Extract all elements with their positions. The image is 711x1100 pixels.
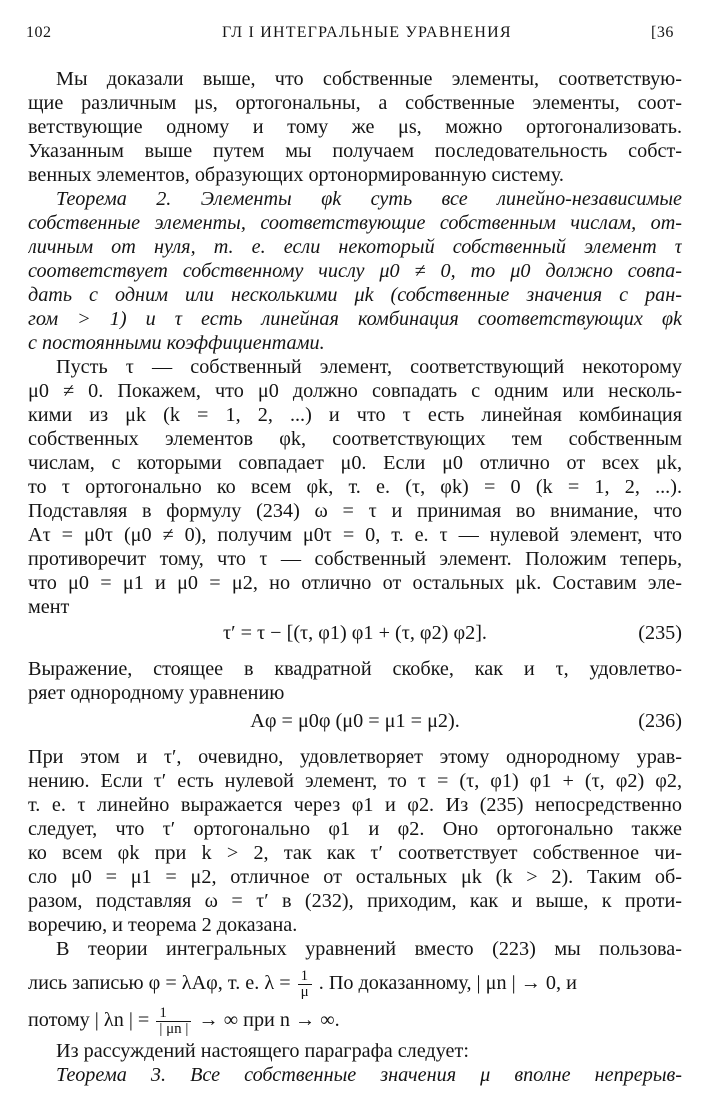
text-line: т. е. τ линейно выражается через φ1 и φ2. Из (235) непосредственно: [28, 794, 682, 816]
text-line: щие различным μs, ортогональны, а собственные элементы, соот-: [28, 92, 682, 114]
fraction: [298, 969, 312, 1000]
text-line: то τ ортогонально ко всем φk, т. е. (τ, φk) = 0 (k = 1, 2, ...).: [28, 476, 682, 498]
fraction-denominator: | μn |: [159, 1020, 189, 1037]
running-title: ГЛ I ИНТЕГРАЛЬНЫЕ УРАВНЕНИЯ: [222, 24, 512, 41]
text-line: сло μ0 = μ1 = μ2, отличное от остальных μk (k > 2). Таким об-: [28, 866, 682, 888]
equation-number: (235): [638, 622, 682, 644]
text-line: В теории интегральных уравнений вместо (223) мы пользова-: [56, 938, 682, 960]
text-line: кими из μk (k = 1, 2, ...) и что τ есть линейная комбинация: [28, 404, 682, 426]
theorem-line: собственные элементы, соответствующие собственным числам, от-: [28, 212, 682, 234]
text-line: При этом и τ′, очевидно, удовлетворяет этому однородному урав-: [28, 746, 682, 768]
equation-number: (236): [638, 710, 682, 732]
section-number: [36: [651, 24, 674, 41]
text-segment: → ∞ при n → ∞.: [198, 1009, 340, 1031]
equation-formula: τ′ = τ − [(τ, φ1) φ1 + (τ, φ2) φ2].: [223, 622, 487, 644]
text-segment: . По доказанному, | μn | → 0, и: [318, 972, 577, 994]
theorem-line: гом > 1) и τ есть линейная комбинация соответствующих φk: [28, 308, 682, 330]
equation-235: [28, 618, 682, 648]
text-line: Указанным выше путем мы получаем последовательность собст-: [28, 140, 682, 162]
text-line: Подставляя в формулу (234) ω = τ и принимая во внимание, что: [28, 500, 682, 522]
text-line: собственных элементов φk, соответствующих тем собственным: [28, 428, 682, 450]
theorem-line: личным от нуля, т. е. если некоторый собственный элемент τ: [28, 236, 682, 258]
text-line-with-fraction: [28, 966, 682, 1000]
text-line: μ0 ≠ 0. Покажем, что μ0 должно совпадать с одним или несколь-: [28, 380, 682, 402]
text-line: что μ0 = μ1 и μ0 = μ2, но отлично от остальных μk. Составим эле-: [28, 572, 682, 594]
theorem-line: соответствует собственному числу μ0 ≠ 0, то μ0 должно совпа-: [28, 260, 682, 282]
fraction-numerator: 1: [298, 969, 312, 985]
text-line: противоречит тому, что τ — собственный элемент. Положим теперь,: [28, 548, 682, 570]
text-line: нению. Если τ′ есть нулевой элемент, то τ = (τ, φ1) φ1 + (τ, φ2) φ2,: [28, 770, 682, 792]
equation-formula: Aφ = μ0φ (μ0 = μ1 = μ2).: [250, 710, 460, 732]
text-segment: потому | λn | =: [28, 1009, 150, 1031]
text-line-with-fraction: [28, 1002, 682, 1038]
text-line: Мы доказали выше, что собственные элементы, соответствую-: [56, 68, 682, 90]
equation-236: [28, 706, 682, 736]
fraction-numerator: 1: [156, 1006, 191, 1022]
theorem-line: с постоянными коэффициентами.: [28, 332, 325, 354]
text-line: Выражение, стоящее в квадратной скобке, как и τ, удовлетво-: [28, 658, 682, 680]
fraction-denominator: μ: [300, 983, 309, 1000]
text-line: Пусть τ — собственный элемент, соответствующий некоторому: [56, 356, 682, 378]
text-line: Из рассуждений настоящего параграфа следует:: [56, 1040, 469, 1062]
page-number: 102: [26, 24, 52, 41]
text-line: следует, что τ′ ортогонально φ1 и φ2. Оно ортогонально также: [28, 818, 682, 840]
text-line: ряет однородному уравнению: [28, 682, 285, 704]
text-line: мент: [28, 596, 70, 618]
theorem-line: Теорема 2. Элементы φk суть все линейно-независимые: [56, 188, 682, 210]
theorem-line: дать с одним или несколькими μk (собственные значения с ран-: [28, 284, 682, 306]
text-line: венных элементов, образующих ортонормированную систему.: [28, 164, 564, 186]
text-segment: лись записью φ = λAφ, т. е. λ =: [28, 972, 291, 994]
text-line: числам, с которыми совпадает μ0. Если μ0 отлично от всех μk,: [28, 452, 682, 474]
fraction: [156, 1006, 191, 1037]
theorem-line: Теорема 3. Все собственные значения μ вполне непрерыв-: [56, 1064, 682, 1086]
text-line: воречию, и теорема 2 доказана.: [28, 914, 298, 936]
text-line: Aτ = μ0τ (μ0 ≠ 0), получим μ0τ = 0, т. е. τ — нулевой элемент, что: [28, 524, 682, 546]
text-line: ветствующие одному и тому же μs, можно ортогонализовать.: [28, 116, 682, 138]
text-line: разом, подставляя ω = τ′ в (232), приходим, как и выше, к проти-: [28, 890, 682, 912]
text-line: ко всем φk при k > 2, так как τ′ соответствует собственное чи-: [28, 842, 682, 864]
